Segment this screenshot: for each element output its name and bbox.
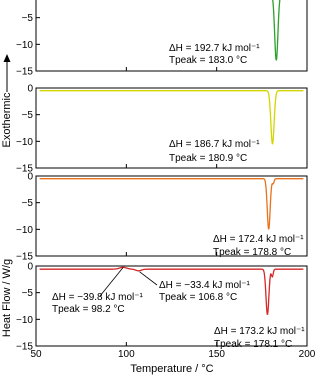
panels bbox=[16, 0, 316, 360]
annotation-tp3: Tpeak = 178.1 °C bbox=[214, 339, 293, 350]
x-tick-label: 150 bbox=[208, 349, 226, 360]
exothermic-arrow-icon bbox=[4, 54, 11, 92]
annotation-dh: ΔH = 186.7 kJ mol⁻¹ bbox=[169, 139, 260, 150]
y-tick-label: −15 bbox=[16, 251, 33, 263]
y-tick-label: −10 bbox=[16, 39, 33, 51]
annotation-dh: ΔH = 172.4 kJ mol⁻¹ bbox=[213, 234, 304, 245]
y-tick-label: 0 bbox=[27, 83, 33, 95]
panel-1 bbox=[16, 0, 307, 78]
x-tick-label: 200 bbox=[298, 349, 316, 360]
y-axis-label: Heat Flow / W/g bbox=[1, 258, 13, 338]
y-tick-label: −15 bbox=[16, 66, 33, 78]
y-tick-label: −10 bbox=[16, 314, 33, 326]
heat-flow-curve-3 bbox=[40, 179, 304, 230]
y-tick-label: −15 bbox=[16, 341, 33, 353]
annotation-dh3: ΔH = 173.2 kJ mol⁻¹ bbox=[214, 326, 305, 337]
y-tick-label: −15 bbox=[16, 163, 33, 175]
panel-4 bbox=[16, 262, 307, 353]
y-tick-label: −5 bbox=[21, 198, 33, 210]
annotation-dh2: ΔH = −33.4 kJ mol⁻¹ bbox=[159, 280, 250, 291]
annotation-tp2: Tpeak = 106.8 °C bbox=[159, 292, 238, 303]
x-axis-label: Temperature / °C bbox=[130, 363, 214, 375]
y-tick-label: −5 bbox=[21, 13, 33, 25]
y-tick-label: 0 bbox=[27, 261, 33, 273]
panel-3 bbox=[16, 172, 307, 263]
panel-2 bbox=[16, 84, 307, 175]
x-tick-label: 100 bbox=[117, 349, 135, 360]
annotation-tp: Tpeak = 178.8 °C bbox=[213, 247, 292, 258]
exothermic-label: Exothermic bbox=[1, 92, 13, 148]
y-tick-label: −5 bbox=[21, 288, 33, 300]
annotation-tp: Tpeak = 183.0 °C bbox=[169, 55, 248, 66]
annotation-dh: ΔH = 192.7 kJ mol⁻¹ bbox=[169, 43, 260, 54]
annotation-arrow-2 bbox=[140, 272, 157, 285]
y-tick-label: −10 bbox=[16, 224, 33, 236]
annotation-tp: Tpeak = 180.9 °C bbox=[169, 153, 248, 164]
y-tick-label: −10 bbox=[16, 136, 33, 148]
annotation-dh1: ΔH = −39.8 kJ mol⁻¹ bbox=[52, 292, 143, 303]
y-tick-label: −5 bbox=[21, 110, 33, 122]
annotation-tp1: Tpeak = 98.2 °C bbox=[52, 304, 125, 315]
y-tick-label: 0 bbox=[27, 171, 33, 183]
heat-flow-curve-2 bbox=[40, 91, 304, 144]
x-tick-label: 50 bbox=[30, 349, 42, 360]
